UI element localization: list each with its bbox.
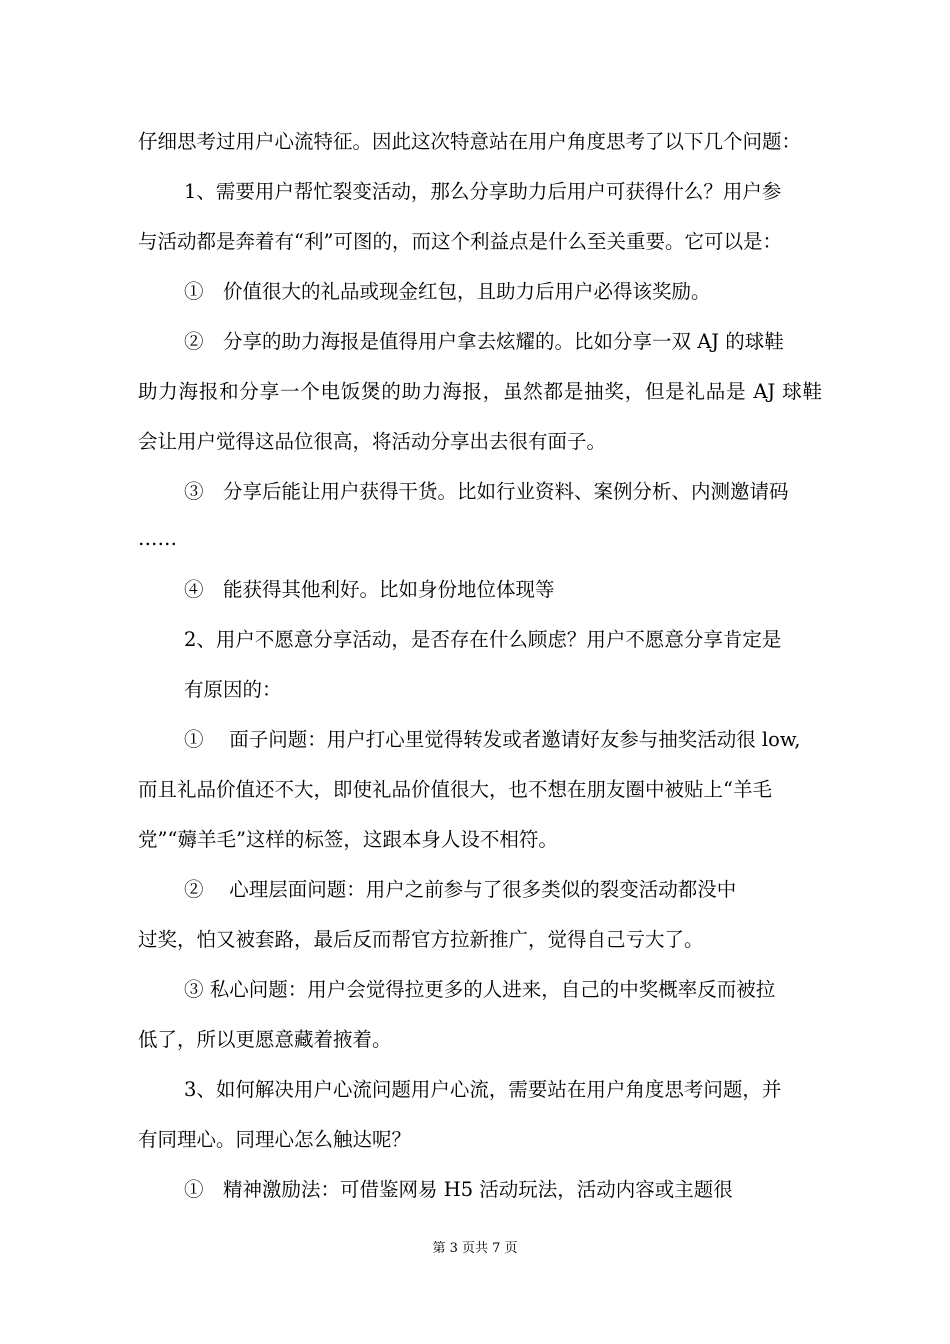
text-line: 而且礼品价值还不大，即使礼品价值很大，也不想在朋友圈中被贴上“羊毛 xyxy=(138,778,772,801)
list-item: ① 精神激励法：可借鉴网易 H5 活动玩法，活动内容或主题很 xyxy=(184,1178,733,1201)
text-line: 仔细思考过用户心流特征。因此这次特意站在用户角度思考了以下几个问题： xyxy=(138,130,802,153)
list-item: ① 面子问题：用户打心里觉得转发或者邀请好友参与抽奖活动很 low, xyxy=(184,728,801,751)
list-item: ① 价值很大的礼品或现金红包，且助力后用户必得该奖励。 xyxy=(184,280,711,303)
text-line: 1、需要用户帮忙裂变活动，那么分享助力后用户可获得什么？用户参 xyxy=(184,180,782,203)
page-footer: 第 3 页共 7 页 xyxy=(432,1241,518,1256)
text-line: …… xyxy=(138,527,177,550)
list-item: ② 心理层面问题：用户之前参与了很多类似的裂变活动都没中 xyxy=(184,878,737,901)
list-item: ② 分享的助力海报是值得用户拿去炫耀的。比如分享一双 AJ 的球鞋 xyxy=(184,330,784,353)
text-line: 助力海报和分享一个电饭煲的助力海报，虽然都是抽奖，但是礼品是 AJ 球鞋 xyxy=(138,380,822,403)
text-line: 低了，所以更愿意藏着掖着。 xyxy=(138,1028,392,1051)
list-item: ④ 能获得其他利好。比如身份地位体现等 xyxy=(184,578,555,601)
text-line: 会让用户觉得这品位很高，将活动分享出去很有面子。 xyxy=(138,430,607,453)
text-line: 有原因的： xyxy=(184,678,282,701)
list-item: ③ 私心问题：用户会觉得拉更多的人进来，自己的中奖概率反而被拉 xyxy=(184,978,776,1001)
text-line: 2、用户不愿意分享活动，是否存在什么顾虑？用户不愿意分享肯定是 xyxy=(184,628,782,651)
text-line: 3、如何解决用户心流问题用户心流，需要站在用户角度思考问题，并 xyxy=(184,1078,782,1101)
list-item: ③ 分享后能让用户获得干货。比如行业资料、案例分析、内测邀请码 xyxy=(184,480,789,503)
text-line: 有同理心。同理心怎么触达呢？ xyxy=(138,1128,412,1151)
text-line: 与活动都是奔着有“利”可图的，而这个利益点是什么至关重要。它可以是： xyxy=(138,230,782,253)
text-line: 过奖，怕又被套路，最后反而帮官方拉新推广，觉得自己亏大了。 xyxy=(138,928,704,951)
text-line: 党”“薅羊毛”这样的标签，这跟本身人设不相符。 xyxy=(138,828,558,851)
